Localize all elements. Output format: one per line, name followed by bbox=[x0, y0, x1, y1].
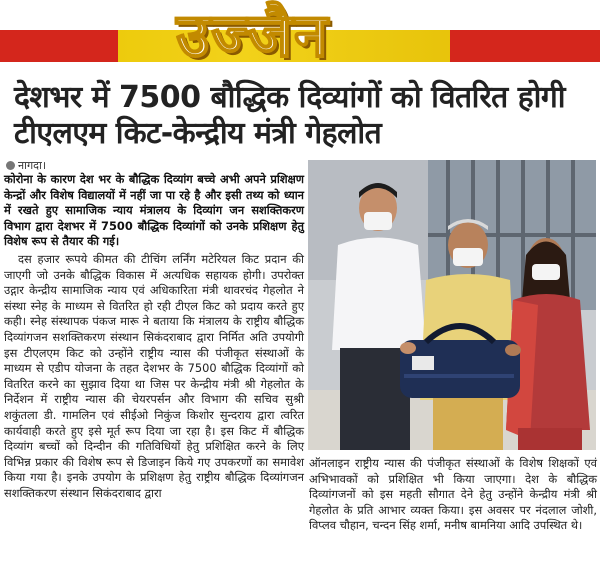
banner-stripe-red-right bbox=[450, 30, 600, 62]
photo-illustration bbox=[308, 160, 596, 450]
headline: देशभर में 7500 बौद्धिक दिव्यांगों को वितरित होगी टीएलएम किट-केन्द्रीय मंत्री गेहलोत bbox=[14, 80, 566, 151]
section-title: उज्जैन bbox=[176, 1, 330, 71]
news-photo bbox=[308, 160, 596, 450]
dateline-text: नागदा। bbox=[18, 159, 47, 172]
body-paragraph: दस हजार रूपये कीमत की टीचिंग लर्निंग मटेरियल किट प्रदान की जाएगी जो उनके बौद्धिक विकास में अत्यधिक सहायक होगी। उपरोक्त उद्गार केन्द्रीय सामाजिक न्याय एवं अधिकारिता मंत्री थावरचंद गेहलोत ने संस्था स्नेह के माध्यम से वितरित हो रही टीएल किट को प्रदाय करते हुए कही। स्नेह संस्थापक पंकज मारू ने बताया कि मंत्रालय के राष्ट्रीय बौद्धिक दिव्यांगजन सशक्तिकरण संस्थान सिकंदराबाद द्वारा निर्मित अति उपयोगी इस टीएलएम किट को उन्होंने राष्ट्रीय न्यास की पंजीकृत संस्थाओं के माध्यम से एडीप योजना के तहत देशभर के 7500 बौद्धिक दिव्यांगों को वितरित करने का सुझाव दिया था जिस पर केन्द्रीय मंत्री श्री गेहलोत के निर्देशन में राष्ट्रीय न्यास की चेयरपर्सन और विभाग की सचिव सुश्री शकुंतला डी. गामलिन एवं सीईओ निकुंज किशोर सुन्दराय द्वारा त्वरित कार्यवाही करते हुए इसे मूर्त रूप दिया जा रहा है। इस किट में बौद्धिक दिव्यांग बच्चों को दिन्दीन की गतिविधियों हेतु प्रशिक्षित करने के लिए विभिन्न प्रकार की विशेष रूप से डिजाइन किये गए उपकरणों का समावेश किया गया है। इनके उपयोग के प्रशिक्षण हेतु राष्ट्रीय बौद्धिक दिव्यांगजन सशक्तिकरण संस्थान सिकंदराबाद द्वारा bbox=[4, 251, 304, 500]
continuation-paragraph: ऑनलाइन राष्ट्रीय न्यास की पंजीकृत संस्थाओं के विशेष शिक्षकों एवं अभिभावकों को प्रशिक्षित भी किया जाएगा। देश के बौद्धिक दिव्यांगजनों को इस महती सौगात देने हेतु उन्होंने केन्द्रीय मंत्री श्री गेहलोत के प्रति आभार व्यक्त किया। इस अवसर पर नंदलाल जोशी, विप्लव चौहान, चन्दन सिंह शर्मा, मनीष बामनिया आदि उपस्थित थे। bbox=[309, 456, 597, 533]
article-left-column bbox=[4, 172, 304, 501]
intro-paragraph: कोरोना के कारण देश भर के बौद्धिक दिव्यांग बच्चे अभी अपने प्रशिक्षण केन्द्रों और विशेष विद्यालयों में नहीं जा पा रहे है और इसी तथ्य को ध्यान में रखते हुए सामाजिक न्याय मंत्रालय के दिव्यांग जन सशक्तिकरण विभाग द्वारा देशभर में 7500 बौद्धिक दिव्यांगों को उनके प्रशिक्षण हेतु विशेष रूप से तैयार की गई। bbox=[4, 172, 304, 249]
banner-stripe-red-left bbox=[0, 30, 118, 62]
dateline bbox=[6, 158, 46, 173]
section-banner bbox=[0, 0, 600, 74]
bullet-icon bbox=[6, 161, 15, 170]
